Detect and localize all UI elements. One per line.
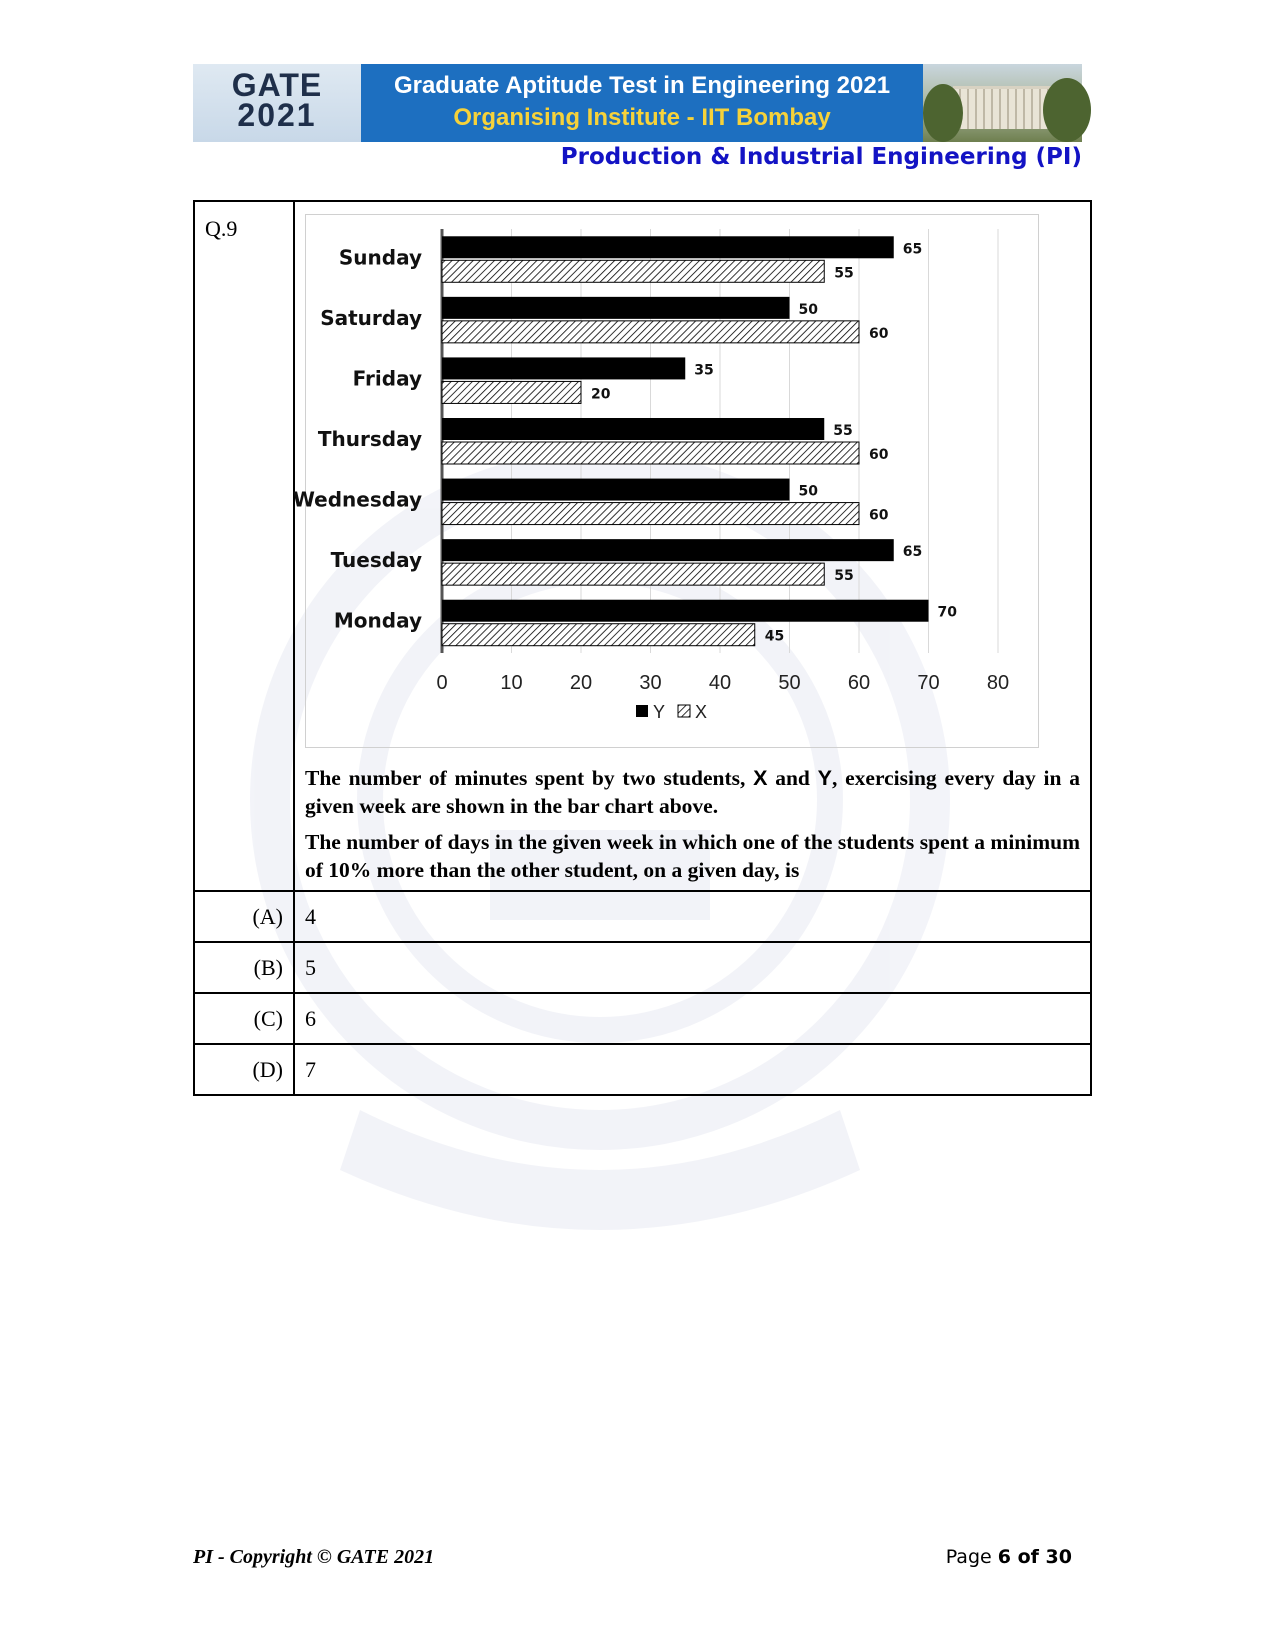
legend-label-x: X: [695, 702, 708, 722]
bar-y: [442, 357, 685, 379]
footer-copyright: PI - Copyright © GATE 2021: [193, 1546, 435, 1568]
data-label-x: 55: [834, 568, 854, 585]
x-tick-label: 50: [778, 672, 801, 694]
x-tick-label: 0: [436, 672, 448, 694]
subject-title: Production & Industrial Engineering (PI): [560, 144, 1082, 170]
bar-x: [442, 381, 581, 403]
bar-x: [442, 624, 755, 646]
question-number: Q.9: [205, 216, 238, 241]
page-of: of: [1010, 1546, 1046, 1568]
question-table: [193, 200, 1092, 1096]
question-text-part: and: [767, 766, 818, 790]
question-text-part: , exercising every day in a given week are shown in the bar chart above.: [305, 766, 1080, 818]
option-label: (B): [195, 943, 295, 992]
category-label: Thursday: [317, 427, 422, 451]
option-value: 5: [305, 955, 316, 980]
data-label-x: 45: [764, 628, 785, 645]
question-text: [305, 764, 1080, 884]
category-label: Sunday: [338, 245, 422, 270]
category-label: Wednesday: [292, 487, 422, 512]
question-content: [292, 202, 1090, 890]
bar-y: [442, 297, 790, 319]
x-tick-label: 30: [639, 672, 662, 694]
option-label: (A): [195, 892, 295, 941]
header-banner: [193, 64, 1082, 142]
option-row-a[interactable]: [195, 890, 1090, 941]
page-total: 30: [1045, 1546, 1072, 1568]
logo-line1: GATE: [231, 67, 323, 103]
category-label: Tuesday: [330, 548, 422, 573]
bar-chart-svg: [292, 215, 1038, 747]
category-label: Saturday: [320, 305, 422, 330]
option-label: (D): [195, 1045, 295, 1094]
exam-title: Graduate Aptitude Test in Engineering 2021: [393, 72, 891, 99]
data-label-x: 55: [834, 265, 854, 282]
bar-x: [442, 442, 859, 464]
option-row-c[interactable]: [195, 992, 1090, 1043]
student-y-label: Y: [817, 766, 832, 790]
question-row: [195, 202, 1090, 890]
bar-y: [442, 418, 824, 440]
data-label-x: 60: [869, 325, 889, 342]
data-label-y: 35: [694, 362, 714, 379]
data-label-y: 65: [902, 544, 923, 561]
gridlines: [442, 229, 998, 653]
question-number-cell: [195, 202, 295, 890]
bar-y: [442, 539, 894, 561]
tree-image: [923, 84, 963, 142]
option-value: 7: [305, 1057, 316, 1082]
option-value: 4: [305, 904, 316, 929]
bar-x: [442, 260, 824, 282]
question-paragraph-1: [305, 764, 1080, 820]
tree-image: [1043, 78, 1091, 142]
legend-label-y: Y: [653, 702, 666, 722]
page-current: 6: [997, 1546, 1011, 1568]
building-image: [953, 86, 1053, 129]
bar-x: [442, 563, 824, 585]
x-tick-label: 60: [847, 672, 871, 694]
footer-page-number: [946, 1546, 1072, 1568]
category-label: Monday: [333, 608, 422, 633]
data-label-y: 50: [798, 483, 818, 500]
gate-logo: [193, 64, 361, 142]
bar-y: [442, 479, 790, 501]
student-x-label: X: [753, 766, 768, 790]
data-label-y: 55: [833, 423, 853, 439]
bars: [442, 236, 929, 645]
option-label: (C): [195, 994, 295, 1043]
x-tick-label: 20: [569, 672, 593, 694]
option-row-b[interactable]: [195, 941, 1090, 992]
data-label-x: 60: [869, 447, 889, 463]
data-label-x: 60: [869, 507, 889, 524]
x-tick-label: 40: [708, 672, 732, 694]
title-box: [361, 64, 923, 142]
page-prefix: Page: [945, 1546, 998, 1568]
x-tick-label: 10: [500, 672, 523, 694]
bar-x: [442, 503, 859, 525]
legend-swatch-y: [636, 705, 648, 717]
question-text-part: The number of minutes spent by two students,: [305, 766, 754, 790]
campus-photo: [923, 64, 1082, 142]
data-label-x: 20: [591, 386, 611, 403]
bar-x: [442, 321, 859, 343]
data-label-y: 70: [937, 604, 957, 621]
data-label-y: 65: [902, 241, 923, 258]
organising-institute: Organising Institute - IIT Bombay: [453, 104, 831, 131]
bar-chart: [292, 214, 1039, 748]
x-tick-label: 70: [917, 672, 940, 694]
logo-line2: 2021: [237, 97, 317, 133]
bar-y: [442, 600, 929, 622]
x-tick-label: 80: [986, 672, 1010, 694]
data-label-y: 50: [798, 301, 818, 318]
category-label: Friday: [352, 366, 422, 391]
question-paragraph-2: The number of days in the given week in which one of the students spent a minimum of 10% more than the other student, on a given day, is: [305, 830, 1080, 882]
option-row-d[interactable]: [195, 1043, 1090, 1094]
bar-y: [442, 236, 894, 258]
option-value: 6: [305, 1006, 316, 1031]
legend-swatch-x: [678, 705, 690, 717]
